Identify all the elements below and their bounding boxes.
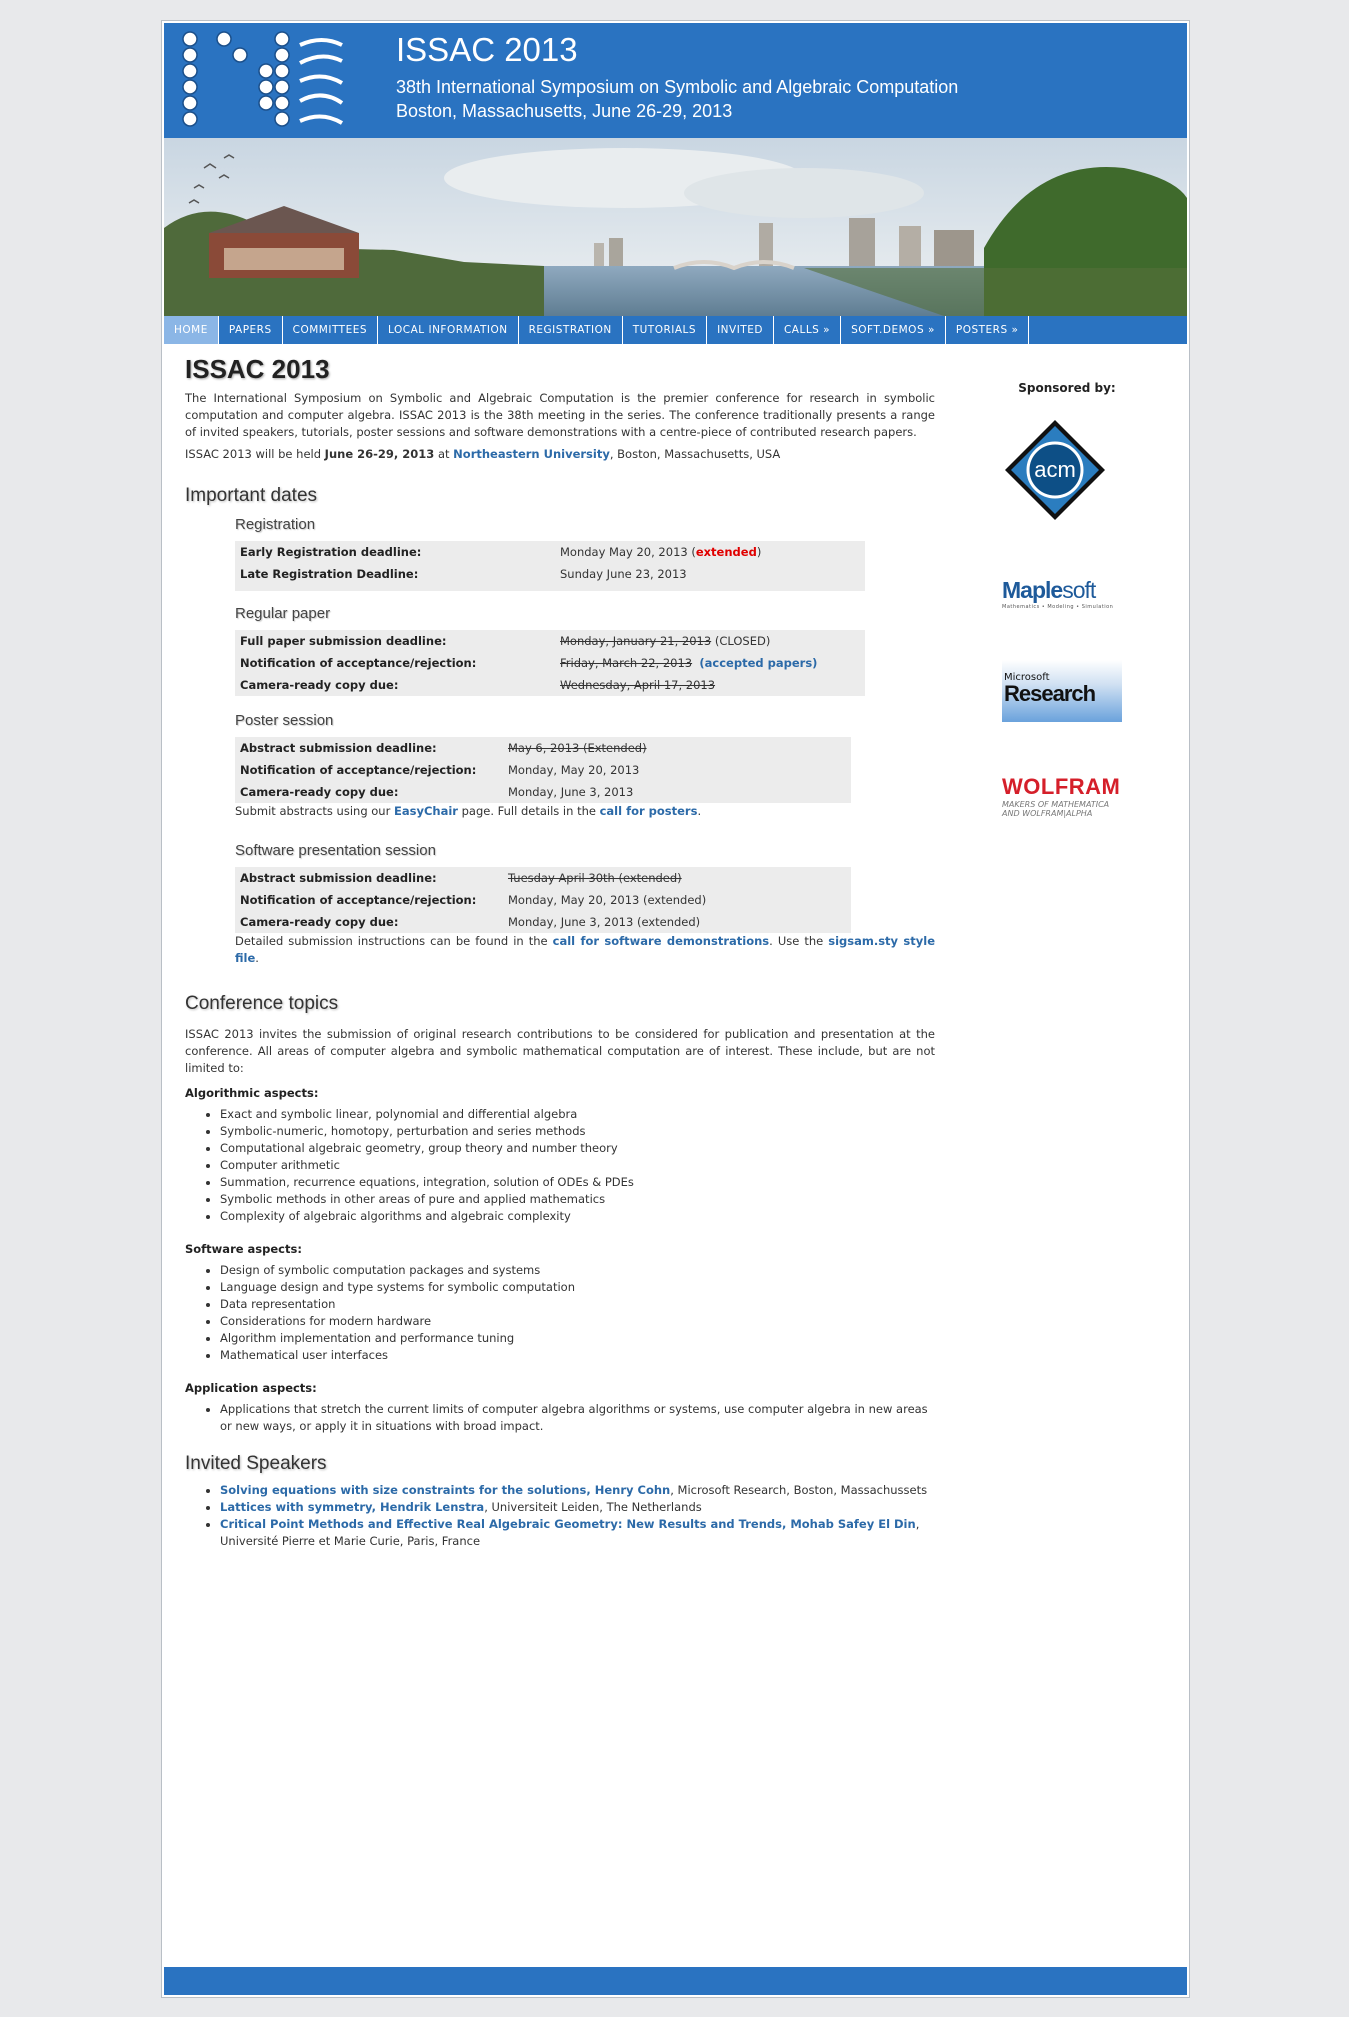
nav-soft-demos[interactable]: SOFT.DEMOS » (841, 316, 946, 344)
list-item: • Exact and symbolic linear, polynomial and differential algebra (220, 1106, 935, 1123)
early-registration-label: Early Registration deadline: (240, 544, 422, 559)
invited-speakers-heading: Invited Speakers (185, 1453, 327, 1474)
early-registration-date: Monday May 20, 2013 ( (560, 544, 696, 559)
speaker-lenstra-affiliation: , Universiteit Leiden, The Netherlands (484, 1500, 702, 1514)
speaker-safey-affiliation: , Université Pierre et Marie Curie, Paris, France (220, 1517, 920, 1548)
software-camera-label: Camera-ready copy due: (240, 914, 399, 929)
application-list (185, 1401, 935, 1435)
extended-badge: extended (695, 544, 757, 559)
table-row (235, 563, 865, 585)
main-content (185, 354, 936, 1550)
poster-note-suffix: . (697, 804, 702, 818)
maple-text: Maple (1002, 577, 1063, 603)
header-subtitle: 38th International Symposium on Symbolic and Algebraic Computation (396, 77, 959, 97)
sponsored-by-heading: Sponsored by: (1018, 381, 1116, 395)
nav-tutorials[interactable]: TUTORIALS (623, 316, 707, 344)
camera-ready-label: Camera-ready copy due: (240, 677, 399, 692)
list-item: • Computer arithmetic (220, 1157, 935, 1174)
full-paper-label: Full paper submission deadline: (240, 633, 447, 648)
call-for-software-link[interactable]: call for software demonstrations (552, 934, 770, 948)
table-row (235, 541, 865, 563)
wolfram-tagline-1: MAKERS OF MATHEMATICA (1002, 800, 1110, 809)
algorithmic-label: Algorithmic aspects: (185, 1086, 319, 1100)
list-item: • Considerations for modern hardware (220, 1313, 935, 1330)
list-item: • Symbolic-numeric, homotopy, perturbation and series methods (220, 1123, 935, 1140)
late-registration-label: Late Registration Deadline: (240, 566, 419, 581)
table-row (235, 781, 851, 803)
table-row (235, 759, 851, 781)
software-abstract-value: Tuesday April 30th (extended) (508, 870, 682, 885)
speaker-lenstra-link[interactable]: Lattices with symmetry, Hendrik Lenstra (220, 1500, 485, 1514)
list-item (220, 1516, 935, 1550)
full-paper-date: Monday, January 21, 2013 (560, 633, 712, 648)
software-session-heading: Software presentation session (235, 842, 436, 859)
wolfram-logo[interactable] (1002, 774, 1127, 818)
software-note-mid: . Use the (769, 934, 829, 948)
held-dates: June 26-29, 2013 (324, 447, 435, 461)
software-notification-label: Notification of acceptance/rejection: (240, 892, 477, 907)
notification-date: Friday, March 22, 2013 (560, 655, 693, 670)
early-registration-close: ) (756, 544, 762, 559)
held-paragraph (185, 446, 935, 463)
speaker-cohn-link[interactable]: Solving equations with size constraints for the solutions, Henry Cohn (220, 1483, 671, 1497)
software-list (185, 1262, 935, 1364)
list-item: • Summation, recurrence equations, integration, solution of ODEs & PDEs (220, 1174, 935, 1191)
wolfram-tagline-2: AND WOLFRAM|ALPHA (1002, 809, 1093, 818)
microsoft-text: Microsoft (1004, 672, 1050, 683)
call-for-posters-link[interactable]: call for posters (599, 804, 698, 818)
poster-note-mid: page. Full details in the (457, 804, 600, 818)
registration-heading: Registration (235, 516, 316, 533)
held-suffix: , Boston, Massachusetts, USA (609, 447, 781, 461)
poster-note-prefix: Submit abstracts using our (235, 804, 394, 818)
table-row (235, 630, 865, 652)
list-item: • Design of symbolic computation packages and systems (220, 1262, 935, 1279)
nav-posters[interactable]: POSTERS » (946, 316, 1030, 344)
important-dates-heading: Important dates (185, 485, 318, 506)
regular-paper-heading: Regular paper (235, 605, 331, 622)
held-prefix: ISSAC 2013 will be held (185, 447, 325, 461)
acm-text: acm (1034, 457, 1076, 482)
maplesoft-tagline: Mathematics • Modeling • Simulation (1002, 604, 1114, 610)
nav-calls[interactable]: CALLS » (774, 316, 841, 344)
list-item: • Complexity of algebraic algorithms and algebraic complexity (220, 1208, 935, 1225)
speaker-safey-link[interactable]: Critical Point Methods and Effective Real Algebraic Geometry: New Results and Trends, Mohab Safey El Din (220, 1517, 916, 1531)
sigsam-style-link[interactable]: sigsam.sty style file (235, 934, 936, 965)
application-aspects-label: Application aspects: (185, 1381, 317, 1395)
nav-invited[interactable]: INVITED (707, 316, 774, 344)
software-note-suffix: . (255, 951, 259, 965)
poster-note (235, 803, 935, 820)
wolfram-text: WOLFRAM (1002, 774, 1121, 799)
poster-notification-value: Monday, May 20, 2013 (508, 762, 640, 777)
table-row (235, 889, 851, 911)
table-row (235, 911, 851, 933)
list-item (220, 1499, 935, 1516)
easychair-link[interactable]: EasyChair (393, 804, 458, 818)
list-item: • Computational algebraic geometry, group theory and number theory (220, 1140, 935, 1157)
software-camera-value: Monday, June 3, 2013 (extended) (508, 914, 701, 929)
main-navigation (164, 316, 1187, 344)
speaker-cohn-affiliation: , Microsoft Research, Boston, Massachussets (670, 1483, 928, 1497)
conference-topics-heading: Conference topics (185, 993, 339, 1014)
header-title: ISSAC 2013 (396, 31, 578, 68)
list-item (220, 1482, 935, 1499)
software-aspects-label: Software aspects: (185, 1242, 302, 1256)
list-item: • Symbolic methods in other areas of pure and applied mathematics (220, 1191, 935, 1208)
nav-local-information[interactable]: LOCAL INFORMATION (378, 316, 519, 344)
software-dates-table (235, 867, 851, 933)
site-footer (164, 1967, 1187, 1995)
northeastern-link[interactable]: Northeastern University (453, 447, 610, 461)
closed-note: (CLOSED) (711, 633, 771, 648)
list-item: • Applications that stretch the current limits of computer algebra algorithms or systems, use computer algebra in new areas or new ways, or apply it in situations with broad impact. (220, 1401, 935, 1435)
page-frame (161, 20, 1190, 1998)
invited-speakers-list (185, 1482, 935, 1550)
notification-value (555, 652, 865, 674)
issac-logo-icon (182, 31, 382, 131)
algorithmic-list (185, 1106, 935, 1225)
camera-ready-value: Wednesday, April 17, 2013 (560, 677, 716, 692)
research-text: Research (1004, 681, 1096, 706)
software-abstract-label: Abstract submission deadline: (240, 870, 437, 885)
accepted-papers-link[interactable]: (accepted papers) (699, 655, 818, 670)
intro-paragraph: The International Symposium on Symbolic and Algebraic Computation is the premier conference for research in symbolic computation and computer algebra. ISSAC 2013 is the 38th meeting in the series. The conference traditionally presents a range of invited speakers, tutorials, poster sessions and software demonstrations with a centre-piece of contributed research papers. (185, 391, 935, 439)
nav-papers[interactable]: PAPERS (219, 316, 283, 344)
held-at: at (434, 447, 454, 461)
poster-camera-label: Camera-ready copy due: (240, 784, 399, 799)
software-notification-value: Monday, May 20, 2013 (extended) (508, 892, 707, 907)
list-item: • Mathematical user interfaces (220, 1347, 935, 1364)
poster-notification-label: Notification of acceptance/rejection: (240, 762, 477, 777)
boston-banner-image (164, 138, 1187, 316)
site-header (164, 23, 1187, 138)
full-paper-value (555, 630, 865, 652)
acm-logo[interactable] (1000, 415, 1110, 525)
topics-intro: ISSAC 2013 invites the submission of original research contributions to be considered for publication and presentation at the conference. All areas of computer algebra and symbolic mathematical computation are of interest. These include, but are not limited to: (185, 1027, 935, 1075)
poster-camera-value: Monday, June 3, 2013 (508, 784, 634, 799)
poster-session-heading: Poster session (235, 712, 334, 729)
nav-home[interactable]: HOME (164, 316, 219, 344)
list-item: • Data representation (220, 1296, 935, 1313)
table-row (235, 737, 851, 759)
regular-paper-dates-table (235, 630, 865, 696)
notification-label: Notification of acceptance/rejection: (240, 655, 477, 670)
table-row (235, 867, 851, 889)
early-registration-value (555, 541, 865, 563)
maplesoft-logo[interactable] (1002, 577, 1132, 610)
registration-dates-table (235, 541, 865, 591)
header-location: Boston, Massachusetts, June 26-29, 2013 (396, 101, 733, 121)
nav-committees[interactable]: COMMITTEES (283, 316, 378, 344)
page-title: ISSAC 2013 (185, 354, 330, 384)
software-note-prefix: Detailed submission instructions can be found in the (235, 934, 553, 948)
list-item: • Algorithm implementation and performance tuning (220, 1330, 935, 1347)
soft-text: soft (1062, 577, 1096, 603)
poster-abstract-value: May 6, 2013 (Extended) (508, 740, 647, 755)
poster-dates-table (235, 737, 851, 803)
software-note (235, 933, 935, 967)
table-row (235, 652, 865, 674)
microsoft-research-logo[interactable] (1002, 660, 1122, 722)
late-registration-value: Sunday June 23, 2013 (560, 566, 687, 581)
sponsor-sidebar (1002, 381, 1152, 818)
poster-abstract-label: Abstract submission deadline: (240, 740, 437, 755)
nav-registration[interactable]: REGISTRATION (519, 316, 623, 344)
table-row (235, 674, 865, 696)
list-item: • Language design and type systems for symbolic computation (220, 1279, 935, 1296)
